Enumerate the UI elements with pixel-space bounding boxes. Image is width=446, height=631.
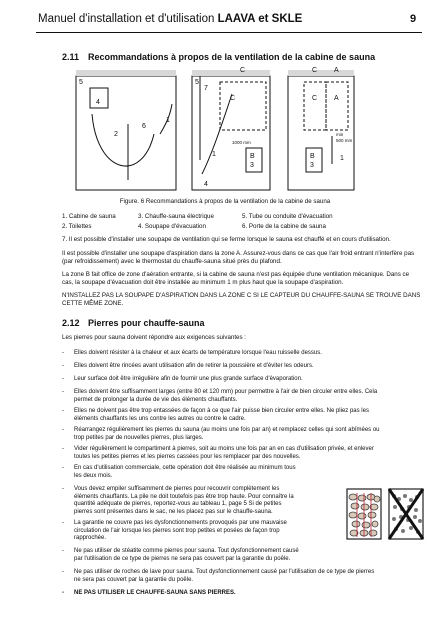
label-1: 1 (166, 117, 170, 124)
label-2: 2 (114, 131, 118, 138)
legend-row (62, 222, 422, 232)
list-item (62, 363, 432, 371)
bullet-line: Ne pas utiliser de roches de lave pour sauna. Tout dysfonctionnement causé par l'utilisation de ce type de pierres (74, 569, 375, 575)
zone-c-box (220, 82, 266, 130)
paragraph-warning-zone-c: N'INSTALLEZ PAS LA SOUPAPE D'ASPIRATION DANS LA ZONE C SI LE CAPTEUR DU CHAUFFE-SAUNA SE TROUVE DANS CETTE MÊME ZONE. (62, 292, 421, 307)
label-c4: C (312, 95, 318, 102)
page-number: 9 (410, 13, 417, 25)
section-number: 2.11 (62, 52, 80, 62)
list-item (62, 408, 432, 423)
list-item (62, 465, 342, 480)
label-1c: 1 (340, 155, 344, 162)
bullet-line: Elles doivent résister à la chaleur et aux écarts de température lorsque l'eau ruisselle dessus. (74, 350, 322, 356)
bullet-line: Réarrangez régulièrement les pierres du sauna (au moins une fois par an) et remplacez celles qui sont abîmées ou (74, 427, 380, 433)
bullet-dash: - (62, 446, 64, 452)
document-title (38, 13, 302, 25)
label-4: 4 (96, 99, 100, 106)
bullet-line: ne sera pas couvert par la garantie du poêle. (74, 576, 194, 583)
legend-item: 6. Porte de la cabine de sauna (242, 223, 326, 230)
bullet-line: par l'utilisation de ce type de pierres ne sera pas couvert par la garantie du poêle. (74, 555, 291, 562)
list-item (62, 389, 432, 404)
bullet-dash: - (62, 520, 64, 526)
section-heading-ventilation (62, 52, 375, 62)
bullet-line: Leur surface doit être irrégulière afin de fournir une plus grande surface d'évaporation. (74, 376, 303, 382)
bullet-line: rapprochée. (74, 535, 107, 541)
list-item (62, 427, 432, 442)
ventilation-figure (62, 64, 362, 198)
label-c3: C (312, 67, 318, 74)
section-title: Recommandations à propos de la ventilation de la cabine de sauna (88, 52, 376, 62)
bullet-line: éléments chauffants. La pile ne doit toutefois pas être trop haute. Pour connaître la (74, 493, 294, 500)
label-3: 3 (250, 162, 254, 169)
label-c2: C (230, 95, 236, 102)
bullet-line: permet de prolonger la durée de vie des éléments chauffants. (74, 396, 238, 403)
ceiling-hatch (192, 70, 270, 76)
bullet-line: trop petites par de nouvelles pierres, plus larges. (74, 434, 204, 441)
sauna-room-outline (192, 76, 270, 190)
header-rule (36, 32, 422, 33)
stone-stacking-illustration (345, 487, 425, 545)
paragraph-note-7: 7. Il est possible d'installer une soupape de ventilation qui se ferme lorsque le sauna est chauffé et en cours d'utilisation. (62, 236, 391, 243)
legend-item: 2. Toilettes (62, 223, 92, 230)
legend-item: 5. Tube ou conduite d'évacuation (242, 213, 333, 220)
bullet-dash: - (62, 376, 64, 382)
bullet-line: Elles ne doivent pas être trop entassées de façon à ce que l'air puisse bien circuler entre elles. Ne pliez pas les (74, 408, 369, 414)
legend-item: 1. Cabine de sauna (62, 213, 116, 220)
bullet-line: La garantie ne couvre pas les dysfonctionnements provoqués par une mauvaise (74, 520, 287, 526)
ceiling-hatch (288, 70, 354, 76)
label-c: C (240, 67, 246, 74)
figure-caption: Figure. 6 Recommandations à propos de la ventilation de la cabine de sauna (119, 198, 331, 205)
bullet-line: pierres sont présentes dans le sac, ne les placez pas sur le chauffe-sauna. (74, 508, 273, 515)
section-number: 2.12 (62, 318, 80, 328)
bullet-line: NE PAS UTILISER LE CHAUFFE-SAUNA SANS PIERRES. (74, 590, 236, 596)
bullet-dash: - (62, 389, 64, 395)
bullet-line: circulation de l'air lorsque les pierres sont trop petites et posées de façon trop (74, 527, 280, 534)
figure-legend (62, 212, 422, 232)
list-item-warning (62, 590, 432, 598)
bullet-dash: - (62, 569, 64, 575)
bullet-line: les deux mois. (74, 472, 113, 479)
sauna-room-outline (288, 76, 354, 190)
bullet-line: toutes les petites pierres et les pierres cassées pour les remplacer par des nouvelles. (74, 453, 301, 460)
label-b: B (250, 153, 255, 160)
bullet-line: Elles doivent être rincées avant utilisation afin de retirer la poussière et d'éviter les odeurs. (74, 363, 314, 369)
label-7: 7 (204, 85, 208, 92)
bullet-line: Vider régulièrement le compartiment à pierres, soit au moins une fois par an en cas d'utilisation privée, et enlever (74, 446, 374, 452)
label-1b: 1 (212, 151, 216, 158)
label-a: A (334, 67, 339, 74)
dim-1000: 1000 mm (232, 140, 251, 145)
bullet-dash: - (62, 408, 64, 414)
bullet-dash: - (62, 427, 64, 433)
zone-c-box (304, 82, 326, 130)
label-5b: 5 (195, 79, 199, 86)
list-item (62, 548, 344, 563)
airflow-curve (202, 94, 232, 174)
airflow-curve (92, 114, 154, 166)
legend-row (62, 212, 422, 222)
label-3b: 3 (310, 162, 314, 169)
dim-500: 500 mm (336, 138, 353, 143)
bullet-line: Vous devez empiler suffisamment de pierres pour recouvrir complètement les (74, 486, 280, 492)
bullet-dash: - (62, 486, 64, 492)
list-item (62, 486, 344, 516)
label-5: 5 (79, 79, 83, 86)
title-prefix: Manuel d'installation et d'utilisation (38, 13, 218, 25)
label-b2: B (310, 153, 315, 160)
correct-stacking-icon (347, 489, 381, 539)
heater-box (306, 148, 322, 172)
dim-min: min (336, 132, 344, 137)
stones-intro: Les pierres pour sauna doivent répondre aux exigences suivantes : (62, 334, 247, 341)
list-item (62, 520, 344, 543)
list-item (62, 376, 432, 384)
title-product: LAAVA et SKLE (217, 13, 303, 25)
bullet-line: éléments chauffants les uns contre les autres ou contre le cadre. (74, 415, 246, 422)
paragraph-zone-a: Il est possible d'installer une soupape d'aspiration dans la zone A. Assurez-vous dans ce cas que l'air froid entrant n'interfère pas (par refroidissement) avec le thermostat du chauffe-sauna situé près du plafond. (62, 250, 415, 265)
bullet-dash: - (62, 548, 64, 554)
label-6: 6 (142, 123, 146, 130)
bullet-dash: - (62, 350, 64, 356)
incorrect-stacking-icon (389, 489, 423, 539)
legend-item: 4. Soupape d'évacuation (138, 223, 206, 230)
paragraph-zone-b: La zone B fait office de zone d'aération entrante, si la cabine de sauna n'est pas équipée d'une ventilation mécanique. Dans ce cas, la soupape d'évacuation doit être installée au minimum 1 m plus haut que la soupape d'aspiration. (62, 271, 410, 286)
label-a2: A (334, 95, 339, 102)
bullet-dash: - (62, 590, 64, 596)
zone-a-box (326, 82, 348, 130)
section-title: Pierres pour chauffe-sauna (88, 318, 205, 328)
bullet-line: En cas d'utilisation commerciale, cette opération doit être réalisée au minimum tous (74, 465, 296, 471)
label-4b: 4 (204, 181, 208, 188)
legend-item: 3. Chauffe-sauna électrique (138, 213, 214, 220)
section-heading-stones (62, 318, 205, 328)
list-item (62, 569, 434, 584)
list-item (62, 350, 432, 358)
list-item (62, 446, 432, 461)
bullet-line: Elles doivent être suffisamment larges (entre 80 et 120 mm) pour permettre à l'air de bien circuler entre elles. Cela (74, 389, 378, 395)
bullet-dash: - (62, 465, 64, 471)
ceiling-hatch (76, 70, 176, 76)
bullet-line: Ne pas utiliser de stéatite comme pierres pour sauna. Tout dysfonctionnement causé (74, 548, 299, 554)
heater-box (246, 148, 262, 172)
bullet-dash: - (62, 363, 64, 369)
bullet-line: quantité adéquate de pierres, reportez-vous au tableau 1, page 5 Si de petites (74, 501, 282, 507)
